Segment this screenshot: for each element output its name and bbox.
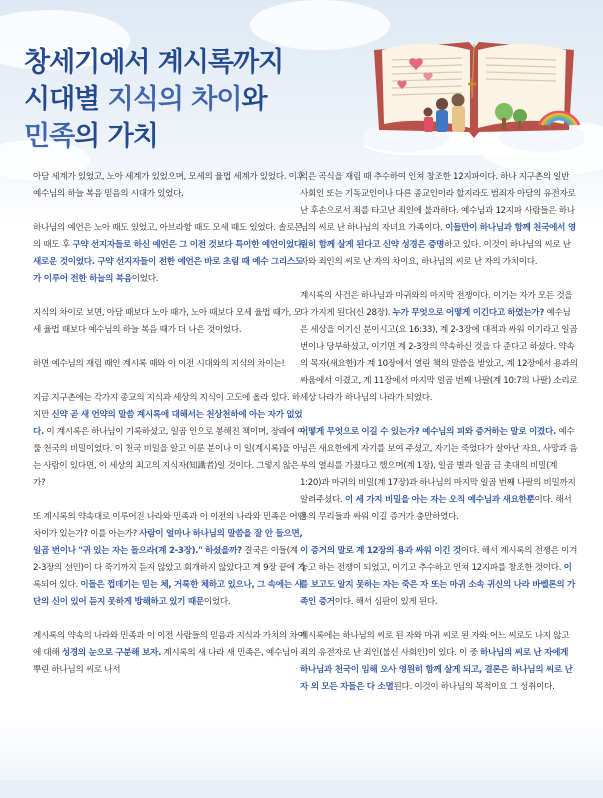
page-title [24,44,384,155]
highlighted-text: 이 세 가지 비밀을 아는 자는 오직 예수님과 새요한뿐 [344,495,535,505]
paragraph [33,509,307,611]
highlighted-text: 이들만이 하나님과 함께 천국에서 영원히 함께 살게 된다고 신약 성경은 증명 [300,223,576,250]
body-text: 예수님은 세상을 이기신 분이시고(요 16:33), 계 2-3장에 대적과 싸워 이기라고 일곱 번이나 당부하셨고, 이기면 계 2-3장의 약속하신 것을 다 준다고 하셨다. 약속의 목자(새요한)가 계 10장에서 열린 책의 말씀을 받았고, 계 12장에서 용과의 싸움에서 이겼고, 계 11장에서 마지막 일곱 번째 나팔(계 10:7의 나팔) 소리로 세상 나라가 하나님의 나라가 되었다. [300,308,578,403]
bottom-band [0,780,603,798]
left-text-column [33,169,307,696]
body-text: 결국은 이들(계 2-3장의 선민)이 다 죽기까지 듣지 않았고 회개하지 않았다고 계 9장 끝에 기록되어 있다. [33,546,306,590]
paragraph [33,628,307,679]
title-highlight: 지식의 차이 [107,84,242,115]
body-text: 이었다. [203,597,231,607]
title-line-2 [24,81,384,118]
paragraph [33,220,307,288]
highlighted-text: 성경의 눈으로 구분해 보자. [61,648,161,658]
open-bible-illustration [364,20,584,155]
highlighted-text: 어떻게 무엇으로 이길 수 있는가? 예수님의 피와 증거하는 말로 이겼다. [300,427,556,437]
title-line-1: 창세기에서 계시록까지 [24,47,284,78]
body-text: 하면 예수님의 재림 때인 계시록 때와 이 이전 시대와의 지식의 차이는! [33,359,285,369]
body-text: 이 계시록은 하나님이 기록하셨고, 일곱 인으로 봉해진 책이며, 장래에 이룰 천국의 비밀이었다. 이 천국 비밀을 알고 이룬 분이나 이 일(계시록)을 아는 사람이 있다면, 이 세상의 최고의 지식자(知識者)일 것이다. 그렇지 않은가? [33,427,306,488]
highlighted-text: 하나님의 씨로 난 자에게 하나님과 천국이 임해 오사 영원히 함께 살게 되고, 결론은 하나님의 씨로 난 자 외 모든 자들은 다 소멸 [300,648,573,692]
body-text: 계시록에는 하나님의 씨로 된 자와 마귀 씨로 된 자와 어느 씨로도 나지 않고 죄의 유전자로 난 죄인(불신 사회인)이 있다. 이 중 [300,631,570,658]
highlighted-text: 이 증거의 말로 계 12장의 용과 싸워 이긴 것 [300,546,461,556]
paragraph [33,305,307,339]
paragraph [33,169,307,203]
body-text: 이다. 해서 계시록의 전쟁은 이겨 놓고 하는 전쟁이 되었고, 이기고 추수하고 인쳐 12지파를 창조한 것이다. [300,546,578,573]
title-part: 의 가치 [74,121,158,152]
body-text: 이었다. [131,274,159,284]
highlighted-text: 이들은 껍데기는 믿는 체, 거룩한 체하고 있으나, 그 속에는 사단의 신이 있어 듣지 못하게 방해하고 있기 때문 [33,580,303,607]
paragraph [300,169,578,271]
body-text: 된다. 이것이 하나님의 목적이요 그 성취이다. [393,682,555,692]
body-text: 계시록의 사건은 하나님과 마귀와의 마지막 전쟁이다. 이기는 자가 모든 것을 다 가지게 된다(신 28장). [300,291,573,318]
body-text: 아담 세계가 있었고, 노아 세계가 있었으며, 모세의 율법 세계가 있었다. 이후 예수님의 하늘 복음 믿음의 시대가 있었다. [33,172,305,199]
highlighted-text: 구약 선지자들로 하신 예언은 그 이전 것보다 특이한 예언이었다. 새로운 것이었다. 구약 선지자들이 전한 예언은 바로 초림 때 예수 그리스도가 이루어 전한 하늘의 복음 [33,240,305,284]
paragraph [300,424,578,526]
right-text-column [300,169,578,713]
body-text: 지금 지구촌에는 각가지 종교의 지식과 세상의 지식이 고도에 올라 있다. 하지만 [33,393,300,420]
body-text: 계시록의 약속의 나라와 민족과 이 이전 사람들의 믿음과 지식과 가치의 차이에 대해 [33,631,306,658]
body-text: 계시록의 새 나라 새 민족은, 예수님이 뿌린 하나님의 씨로 나서 [33,648,298,675]
paragraph [33,356,307,373]
highlighted-text: 누가 무엇으로 어떻게 이긴다고 하였는가? [392,308,545,318]
body-text: 이다. 해서 용의 무리들과 싸워 이길 증거가 충만하였다. [300,495,572,522]
highlighted-text: 이를 보고도 알지 못하는 자는 죽은 자 또는 마귀 소속 귀신의 나라 바벨론의 가족인 증거 [300,563,576,607]
paragraph [300,628,578,696]
body-text: 익은 곡식을 재림 때 추수하여 인쳐 창조한 12지파이다. 하나 지구촌의 일반 사회인 또는 기독교인이나 다른 종교인이라 할지라도 범죄자 아담의 유전자로 난 후손으로서 죄를 타고난 죄인에 불과하다. 예수님과 12지파 사람들은 하나님의 씨로 난 하나님의 자녀요 가족이다. [300,172,576,233]
title-part: 와 [241,84,267,115]
body-text: 하나님의 예언은 노아 때도 있었고, 아브라함 때도 모세 때도 있었다. 솔로몬의 때도 후 [33,223,303,250]
highlighted-text: 사람이 얼마나 하나님의 말씀을 잘 안 들으면, 일곱 번이나 "귀 있는 자는 들으라(계 2-3장)." 하셨을까? [33,529,303,556]
body-text: 또 계시록의 약속대로 이루어진 나라와 민족과 이 이전의 나라와 민족은 어떤 차이가 있는가? 이를 아는가? [33,512,306,539]
paragraph [300,288,578,407]
paragraph [33,390,307,492]
body-text: 지식의 차이로 보면, 아담 때보다 노아 때가, 노아 때보다 모세 율법 때가, 모세 율법 때보다 예수님의 하늘 복음 때가 더 나은 것이었다. [33,308,302,335]
title-highlight: 민족 [24,121,75,152]
body-text: 하고 있다. 이것이 하나님의 씨로 난 자와 죄인의 씨로 난 자의 차이요, 하나님의 씨로 난 자의 가치이다. [300,240,571,267]
body-text: 예수님은 새요한에게 자기를 보여 주셨고, 자기는 죽었다가 살아난 자요, 사망과 음부의 열쇠를 가졌다고 했으며(계 1장), 일곱 별과 일곱 금 촛대의 비밀(계 1:20)과 마귀의 비밀(계 17장)과 하나님의 마지막 일곱 번째 나팔의 비밀까지 알려주셨다. [300,427,578,505]
highlighted-text: 신약 곧 새 언약의 말씀 계시록에 대해서는 천상천하에 아는 자가 없었다. [33,410,303,437]
body-text: 이다. 해서 심판이 있게 된다. [334,597,438,607]
title-part: 시대별 [24,84,108,115]
title-line-3 [24,118,384,155]
paragraph [300,543,578,611]
